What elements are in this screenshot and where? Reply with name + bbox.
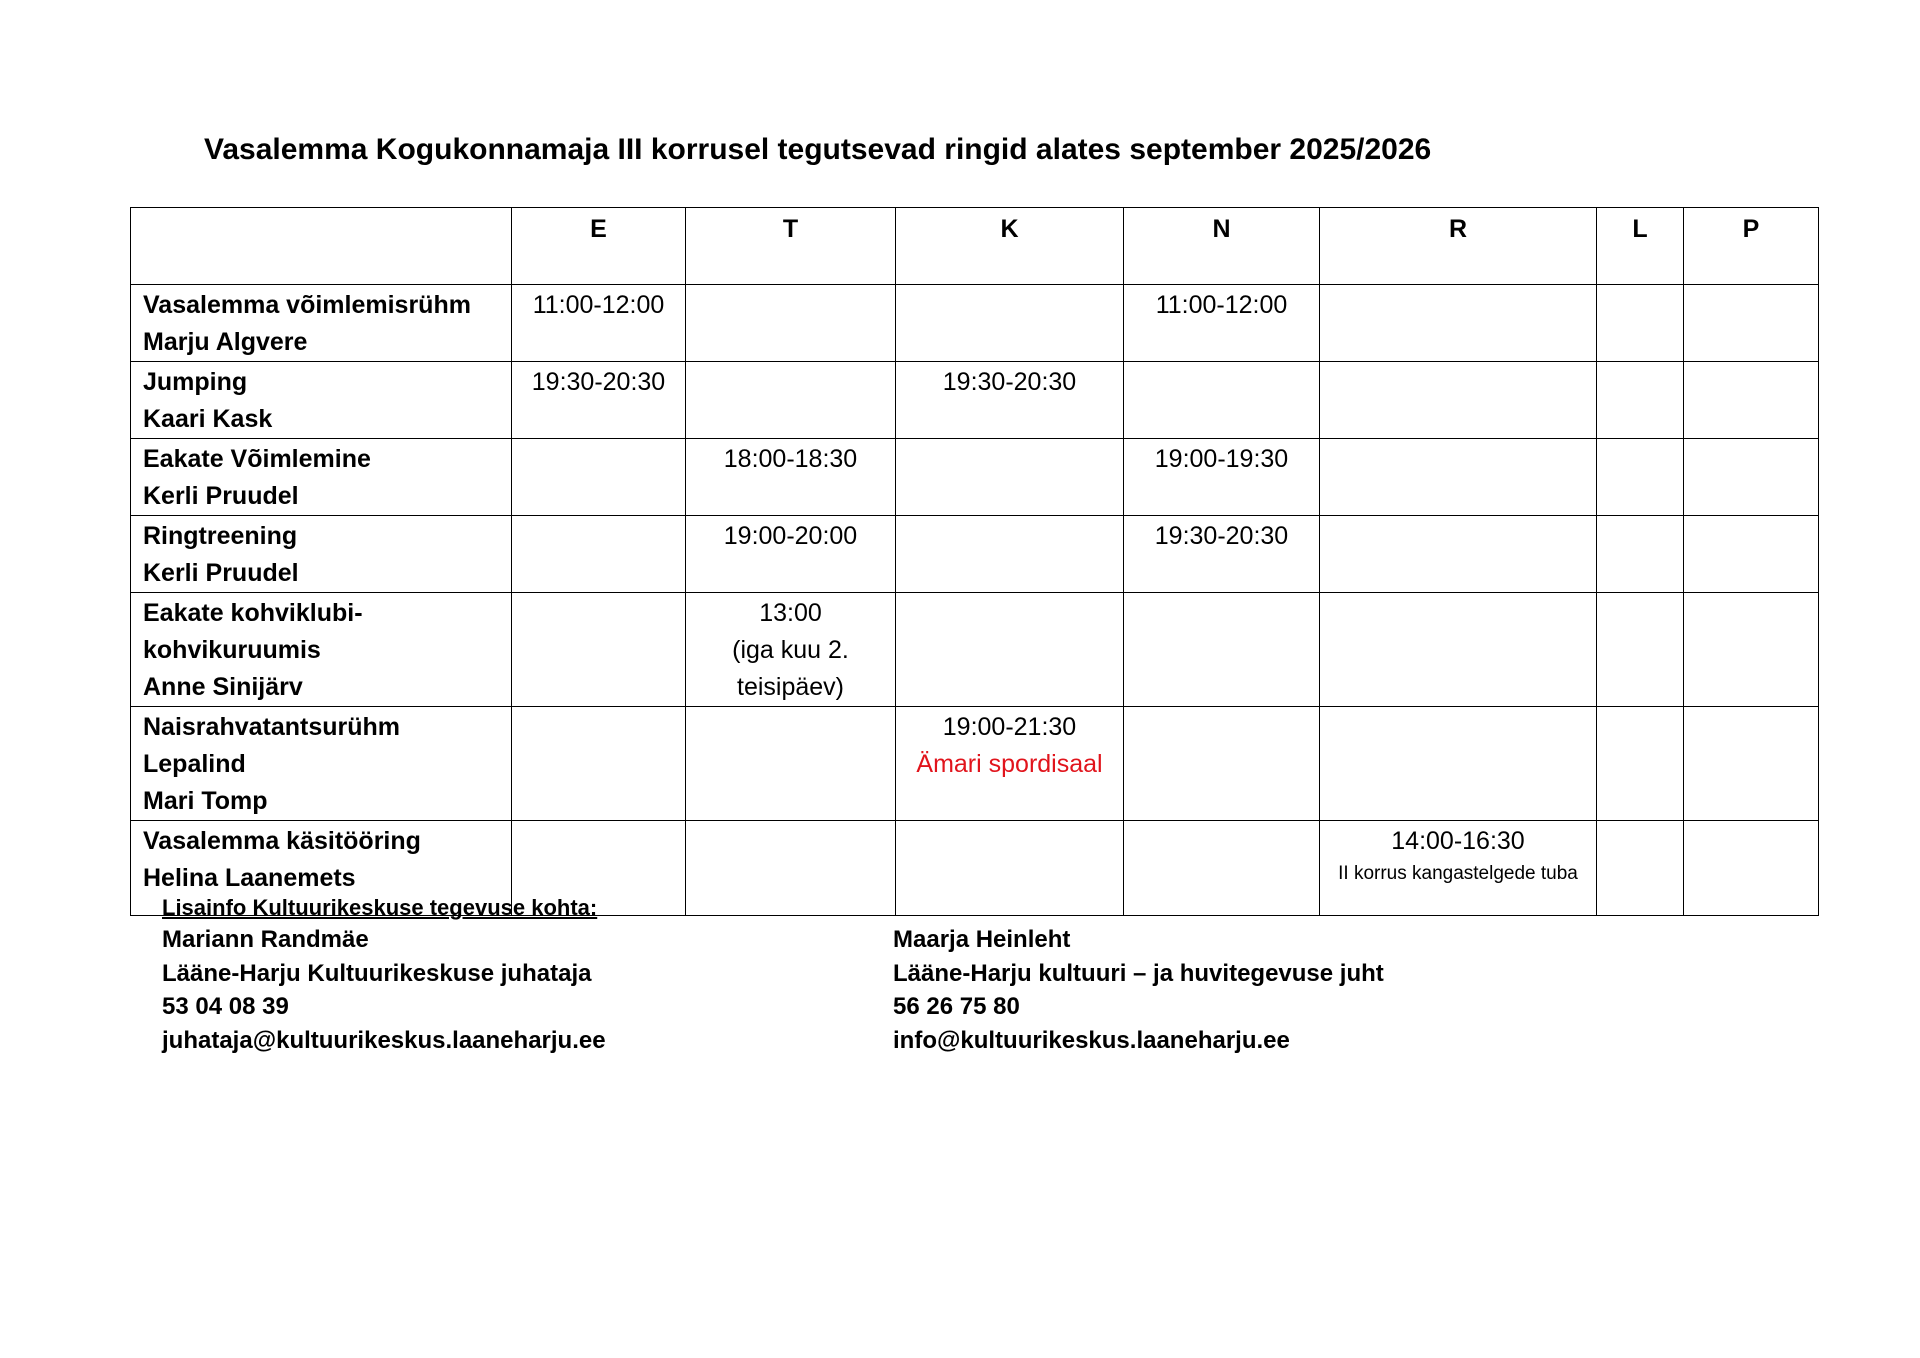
time-slot: 19:00-19:30: [1154, 445, 1289, 473]
table-row: [131, 707, 1819, 821]
schedule-cell: [512, 439, 686, 516]
contact-role: Lääne-Harju Kultuurikeskuse juhataja: [162, 959, 592, 987]
activity-name-cell: [131, 362, 512, 439]
schedule-cell: [1597, 821, 1684, 916]
day-header: K: [896, 208, 1124, 285]
schedule-cell: [686, 516, 896, 593]
schedule-cell: [686, 821, 896, 916]
schedule-cell: [896, 439, 1124, 516]
activity-name: Vasalemma käsitööring: [143, 827, 421, 855]
activity-leader: Marju Algvere: [143, 328, 308, 356]
activity-name: Naisrahvatantsurühm: [143, 713, 401, 741]
table-row: [131, 516, 1819, 593]
contact-email: info@kultuurikeskus.laaneharju.ee: [893, 1026, 1290, 1054]
contact-email: juhataja@kultuurikeskus.laaneharju.ee: [162, 1026, 606, 1054]
contact-name: Maarja Heinleht: [893, 926, 1071, 953]
schedule-cell: [1124, 593, 1320, 707]
activity-name-cell: [131, 707, 512, 821]
schedule-cell: [896, 516, 1124, 593]
activity-leader: Mari Tomp: [143, 787, 268, 815]
contact-name: Mariann Randmäe: [162, 926, 369, 953]
time-slot: 19:30-20:30: [1154, 522, 1289, 550]
schedule-cell: [1320, 821, 1597, 916]
activity-name: Eakate kohviklubi-: [143, 599, 363, 627]
schedule-cell: [1684, 516, 1819, 593]
info-heading: Lisainfo Kultuurikeskuse tegevuse kohta:: [162, 895, 598, 920]
page-title: Vasalemma Kogukonnamaja III korrusel tegutsevad ringid alates september 2025/2026: [204, 133, 1432, 166]
day-header: R: [1320, 208, 1597, 285]
schedule-cell: [1320, 707, 1597, 821]
schedule-cell: [1684, 707, 1819, 821]
schedule-cell: [686, 439, 896, 516]
time-slot: 14:00-16:30: [1391, 827, 1525, 855]
schedule-cell: [896, 362, 1124, 439]
schedule-cell: [1684, 362, 1819, 439]
table-row: [131, 593, 1819, 707]
activity-leader: Helina Laanemets: [143, 864, 356, 892]
schedule-cell: [1320, 516, 1597, 593]
schedule-cell: [1320, 362, 1597, 439]
contact-right: [893, 923, 1384, 1057]
time-slot: 19:00-20:00: [723, 522, 858, 550]
schedule-cell: [512, 707, 686, 821]
schedule-cell: [512, 285, 686, 362]
time-slot: 13:00: [759, 599, 822, 627]
schedule-cell: [1684, 439, 1819, 516]
activity-name-cell: [131, 285, 512, 362]
activity-leader: Kaari Kask: [143, 405, 273, 433]
schedule-cell: [1597, 362, 1684, 439]
day-header: T: [686, 208, 896, 285]
activity-name: Jumping: [143, 368, 248, 396]
schedule-cell: [1124, 285, 1320, 362]
venue-note: II korrus kangastelgede tuba: [1338, 863, 1578, 884]
header-row: [131, 208, 1819, 285]
schedule-cell: [1684, 285, 1819, 362]
table-row: [131, 285, 1819, 362]
contact-role: Lääne-Harju kultuuri – ja huvitegevuse juht: [893, 959, 1384, 987]
time-slot: 19:30-20:30: [942, 368, 1077, 396]
schedule-cell: [896, 285, 1124, 362]
day-header: P: [1684, 208, 1819, 285]
schedule-cell: [1124, 362, 1320, 439]
schedule-cell: [1597, 593, 1684, 707]
day-header: L: [1597, 208, 1684, 285]
time-slot: 18:00-18:30: [723, 445, 858, 473]
header-corner-cell: [131, 208, 512, 285]
schedule-cell: [686, 593, 896, 707]
schedule-cell: [512, 516, 686, 593]
schedule-cell: [1124, 707, 1320, 821]
day-header: N: [1124, 208, 1320, 285]
schedule-cell: [1320, 285, 1597, 362]
contact-phone: 56 26 75 80: [893, 993, 1020, 1020]
table-row: [131, 362, 1819, 439]
time-slot: 11:00-12:00: [1155, 291, 1288, 319]
activity-name-cell: [131, 439, 512, 516]
schedule-cell: [1597, 439, 1684, 516]
time-slot: 19:30-20:30: [531, 368, 666, 396]
schedule-cell: [1597, 516, 1684, 593]
table-row: [131, 439, 1819, 516]
schedule-cell: [512, 593, 686, 707]
activity-name: Eakate Võimlemine: [143, 445, 371, 473]
schedule-cell: [1320, 439, 1597, 516]
activity-leader: Anne Sinijärv: [143, 673, 303, 701]
schedule-cell: [896, 593, 1124, 707]
schedule-cell: [896, 707, 1124, 821]
schedule-cell: [1597, 707, 1684, 821]
contact-phone: 53 04 08 39: [162, 993, 289, 1020]
activity-location: kohvikuruumis: [143, 636, 321, 664]
venue-note: Ämari spordisaal: [916, 750, 1103, 778]
schedule-cell: [512, 362, 686, 439]
schedule-cell: [686, 362, 896, 439]
schedule-table: [130, 207, 1819, 916]
schedule-cell: [1684, 821, 1819, 916]
schedule-cell: [1124, 439, 1320, 516]
schedule-cell: [1124, 821, 1320, 916]
day-header: E: [512, 208, 686, 285]
schedule-cell: [686, 285, 896, 362]
activity-group-name: Lepalind: [143, 750, 246, 778]
activity-name-cell: [131, 593, 512, 707]
contact-left: [162, 893, 606, 1057]
time-note: teisipäev): [737, 673, 844, 701]
schedule-cell: [1124, 516, 1320, 593]
activity-name: Ringtreening: [143, 522, 298, 550]
time-slot: 19:00-21:30: [942, 713, 1077, 741]
activity-name: Vasalemma võimlemisrühm: [143, 291, 471, 319]
schedule-cell: [896, 821, 1124, 916]
time-slot: 11:00-12:00: [532, 291, 665, 319]
schedule-cell: [686, 707, 896, 821]
time-note: (iga kuu 2.: [732, 636, 849, 664]
activity-leader: Kerli Pruudel: [143, 482, 299, 510]
activity-name-cell: [131, 516, 512, 593]
schedule-cell: [1597, 285, 1684, 362]
activity-leader: Kerli Pruudel: [143, 559, 299, 587]
schedule-cell: [1320, 593, 1597, 707]
schedule-cell: [1684, 593, 1819, 707]
